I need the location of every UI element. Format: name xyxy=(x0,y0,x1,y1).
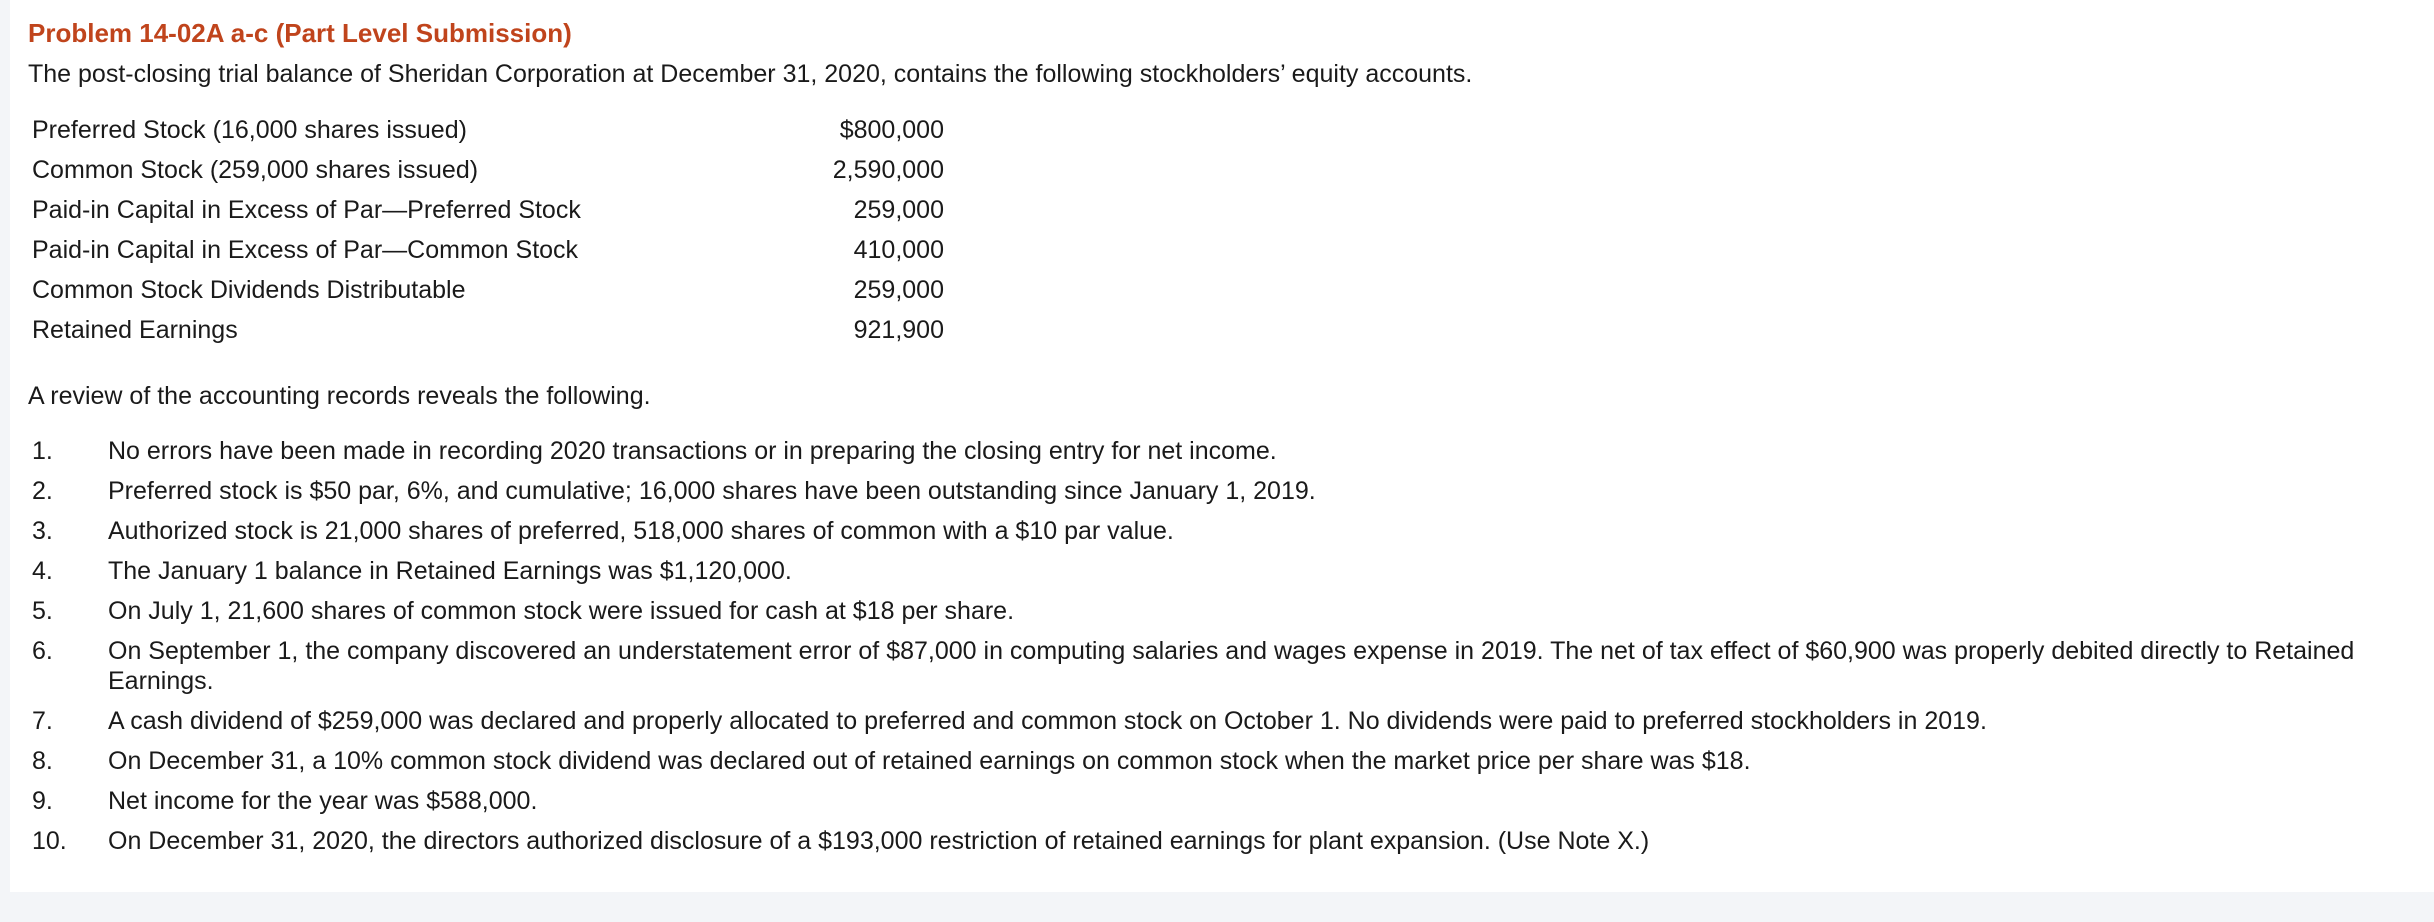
list-item xyxy=(28,746,2434,776)
item-number: 3. xyxy=(32,517,53,545)
list-item xyxy=(28,516,2434,546)
item-text: On September 1, the company discovered an understatement error of $87,000 in computing salaries and wages expense in 2019. The net of tax effect of $60,900 was properly debited directly to Retained Earnings. xyxy=(108,637,2355,695)
list-item xyxy=(28,556,2434,586)
item-text: No errors have been made in recording 2020 transactions or in preparing the closing entry for net income. xyxy=(108,437,1277,465)
account-name: Paid-in Capital in Excess of Par—Common Stock xyxy=(32,236,579,264)
item-number: 1. xyxy=(32,437,53,465)
account-amount: 2,590,000 xyxy=(832,156,944,184)
item-number: 5. xyxy=(32,597,53,625)
list-item xyxy=(28,826,2434,856)
account-name: Paid-in Capital in Excess of Par—Preferred Stock xyxy=(32,196,581,224)
account-amount: 410,000 xyxy=(853,236,944,264)
item-text: On December 31, 2020, the directors authorized disclosure of a $193,000 restriction of retained earnings for plant expansion. (Use Note X.) xyxy=(108,827,1650,855)
item-number: 9. xyxy=(32,787,53,815)
account-name: Preferred Stock (16,000 shares issued) xyxy=(32,116,467,144)
item-number: 2. xyxy=(32,477,53,505)
account-amount: $800,000 xyxy=(839,116,944,144)
item-text: On December 31, a 10% common stock dividend was declared out of retained earnings on common stock when the market price per share was $18. xyxy=(108,747,1751,775)
account-amount: 921,900 xyxy=(853,316,944,344)
item-number: 4. xyxy=(32,557,53,585)
account-name: Common Stock (259,000 shares issued) xyxy=(32,156,479,184)
list-item xyxy=(28,706,2434,736)
item-text: Preferred stock is $50 par, 6%, and cumulative; 16,000 shares have been outstanding since January 1, 2019. xyxy=(108,477,1316,505)
equity-accounts-table xyxy=(32,110,944,350)
item-number: 6. xyxy=(32,637,53,665)
table-row xyxy=(32,230,944,270)
list-item xyxy=(28,786,2434,816)
item-text: The January 1 balance in Retained Earnings was $1,120,000. xyxy=(108,557,792,585)
table-row xyxy=(32,110,944,150)
account-name: Common Stock Dividends Distributable xyxy=(32,276,466,304)
list-item xyxy=(28,476,2434,506)
problem-intro: The post-closing trial balance of Sheridan Corporation at December 31, 2020, contains the following stockholders’ equity accounts. xyxy=(28,60,1473,88)
account-name: Retained Earnings xyxy=(32,316,238,344)
list-item xyxy=(28,596,2434,626)
table-row xyxy=(32,310,944,350)
account-amount: 259,000 xyxy=(853,196,944,224)
item-number: 10. xyxy=(32,827,67,855)
problem-panel xyxy=(10,0,2434,892)
list-item xyxy=(28,636,2434,696)
item-number: 8. xyxy=(32,747,53,775)
item-number: 7. xyxy=(32,707,53,735)
item-text: A cash dividend of $259,000 was declared and properly allocated to preferred and common stock on October 1. No dividends were paid to preferred stockholders in 2019. xyxy=(108,707,1987,735)
table-row xyxy=(32,270,944,310)
table-row xyxy=(32,190,944,230)
list-item xyxy=(28,436,2434,466)
account-amount: 259,000 xyxy=(853,276,944,304)
review-intro: A review of the accounting records reveals the following. xyxy=(28,382,651,410)
table-row xyxy=(32,150,944,190)
item-text: Net income for the year was $588,000. xyxy=(108,787,538,815)
problem-title: Problem 14-02A a-c (Part Level Submission) xyxy=(28,18,572,48)
item-text: On July 1, 21,600 shares of common stock were issued for cash at $18 per share. xyxy=(108,597,1015,625)
item-text: Authorized stock is 21,000 shares of preferred, 518,000 shares of common with a $10 par value. xyxy=(108,517,1174,545)
findings-list xyxy=(28,436,2434,856)
